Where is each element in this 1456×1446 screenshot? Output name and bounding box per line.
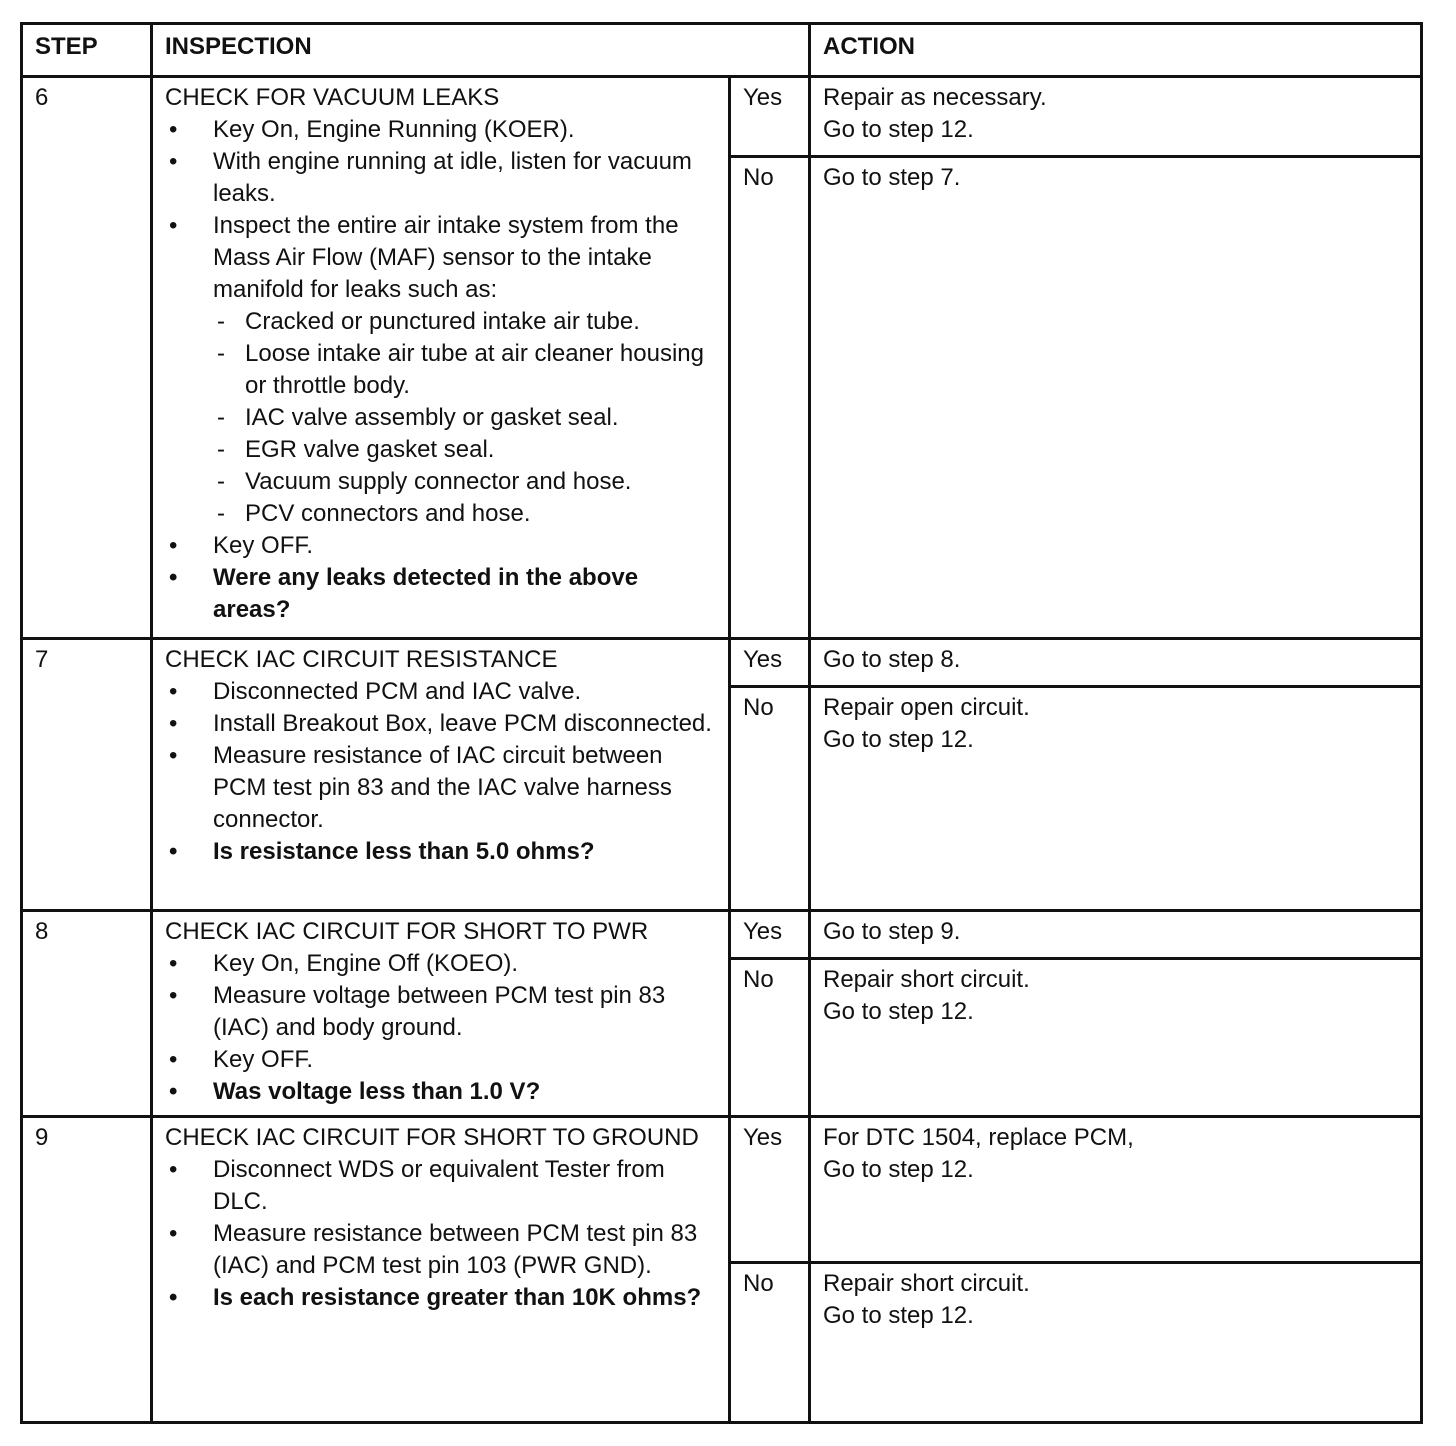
action-line: Repair short circuit. <box>823 966 1030 993</box>
step-row <box>22 639 1422 687</box>
inspection-question: • Is resistance less than 5.0 ohms? <box>165 836 716 868</box>
yes-label: Yes <box>730 639 810 687</box>
yes-action <box>810 1117 1422 1263</box>
header-row <box>22 24 1422 77</box>
inspection-sub-bullet: - Loose intake air tube at air cleaner housing or throttle body. <box>165 338 716 402</box>
inspection-question: • Was voltage less than 1.0 V? <box>165 1076 716 1108</box>
inspection-bullet-text: Inspect the entire air intake system from the Mass Air Flow (MAF) sensor to the intake manifold for leaks such as: <box>213 212 679 303</box>
no-label: No <box>730 959 810 1117</box>
inspection-cell <box>152 1117 730 1423</box>
yes-label: Yes <box>730 911 810 959</box>
action-line: Go to step 12. <box>823 1156 974 1183</box>
no-action <box>810 687 1422 911</box>
inspection-sub-bullet: - PCV connectors and hose. <box>165 498 716 530</box>
inspection-sub-bullet: - Vacuum supply connector and hose. <box>165 466 716 498</box>
inspection-bullet: • Measure voltage between PCM test pin 83 (IAC) and body ground. <box>165 980 716 1044</box>
step-row <box>22 911 1422 959</box>
no-action <box>810 959 1422 1117</box>
action-line: Go to step 12. <box>823 726 974 753</box>
inspection-cell <box>152 77 730 639</box>
no-action <box>810 1263 1422 1423</box>
yes-label: Yes <box>730 1117 810 1263</box>
inspection-bullet: • Key On, Engine Off (KOEO). <box>165 948 716 980</box>
no-action <box>810 157 1422 639</box>
inspection-header: INSPECTION <box>152 24 810 77</box>
inspection-bullet: • Disconnected PCM and IAC valve. <box>165 676 716 708</box>
step-header: STEP <box>22 24 152 77</box>
inspection-title: CHECK IAC CIRCUIT RESISTANCE <box>165 646 558 673</box>
inspection-bullet: • Measure resistance of IAC circuit between PCM test pin 83 and the IAC valve harness connector. <box>165 740 716 836</box>
action-line: Go to step 12. <box>823 116 974 143</box>
inspection-bullet: • Measure resistance between PCM test pin 83 (IAC) and PCM test pin 103 (PWR GND). <box>165 1218 716 1282</box>
action-line: Go to step 8. <box>823 646 961 673</box>
inspection-bullet: • Key On, Engine Running (KOER). <box>165 114 716 146</box>
action-line: Repair open circuit. <box>823 694 1030 721</box>
inspection-bullet: • Key OFF. <box>165 530 716 562</box>
step-row <box>22 77 1422 157</box>
action-line: Repair short circuit. <box>823 1270 1030 1297</box>
no-label: No <box>730 687 810 911</box>
action-line: Go to step 7. <box>823 164 961 191</box>
inspection-title: CHECK FOR VACUUM LEAKS <box>165 84 500 111</box>
diagnostic-table <box>20 22 1423 1424</box>
no-label: No <box>730 157 810 639</box>
inspection-title: CHECK IAC CIRCUIT FOR SHORT TO GROUND <box>165 1124 699 1151</box>
action-line: For DTC 1504, replace PCM, <box>823 1124 1134 1151</box>
inspection-question: • Is each resistance greater than 10K ohms? <box>165 1282 716 1314</box>
action-line: Go to step 12. <box>823 998 974 1025</box>
inspection-bullet: • With engine running at idle, listen for vacuum leaks. <box>165 146 716 210</box>
step-number: 7 <box>22 639 152 911</box>
action-header: ACTION <box>810 24 1422 77</box>
action-line: Repair as necessary. <box>823 84 1047 111</box>
inspection-question: • Were any leaks detected in the above areas? <box>165 562 716 626</box>
inspection-bullet: • Disconnect WDS or equivalent Tester from DLC. <box>165 1154 716 1218</box>
inspection-sub-bullet: - IAC valve assembly or gasket seal. <box>165 402 716 434</box>
inspection-bullet: • Key OFF. <box>165 1044 716 1076</box>
inspection-sub-bullet: - EGR valve gasket seal. <box>165 434 716 466</box>
inspection-bullet <box>165 210 716 306</box>
yes-action <box>810 77 1422 157</box>
step-number: 9 <box>22 1117 152 1423</box>
no-label: No <box>730 1263 810 1423</box>
action-line: Go to step 9. <box>823 918 961 945</box>
action-line: Go to step 12. <box>823 1302 974 1329</box>
inspection-cell <box>152 911 730 1117</box>
yes-action <box>810 639 1422 687</box>
inspection-bullet: • Install Breakout Box, leave PCM disconnected. <box>165 708 716 740</box>
step-number: 6 <box>22 77 152 639</box>
inspection-title: CHECK IAC CIRCUIT FOR SHORT TO PWR <box>165 918 649 945</box>
yes-action <box>810 911 1422 959</box>
step-row <box>22 1117 1422 1263</box>
inspection-cell <box>152 639 730 911</box>
yes-label: Yes <box>730 77 810 157</box>
inspection-sub-bullet: - Cracked or punctured intake air tube. <box>165 306 716 338</box>
step-number: 8 <box>22 911 152 1117</box>
